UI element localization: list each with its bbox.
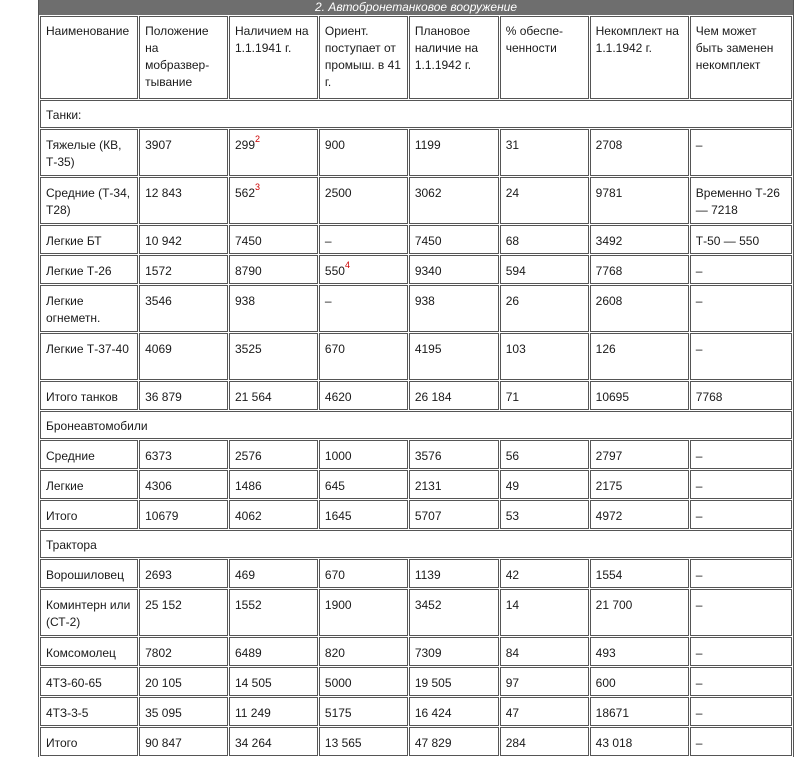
cell-value: 938: [235, 294, 256, 308]
cell-replacement: [690, 177, 792, 224]
cell-value: 10679: [145, 509, 179, 523]
section-row: [40, 411, 792, 439]
cell-value: –: [695, 646, 703, 660]
cell-mobilization: [139, 470, 228, 499]
cell-value: –: [324, 294, 332, 308]
cell-value: 1000: [324, 449, 352, 463]
cell-value: 3452: [414, 598, 442, 612]
cell-value: 34 264: [235, 736, 272, 750]
cell-planned-1942: [409, 589, 499, 636]
cell-name: [40, 285, 138, 332]
cell-industry-supply-41: [319, 177, 408, 224]
cell-value: 284: [505, 736, 526, 750]
cell-value: 4062: [235, 509, 262, 523]
cell-value: 47 829: [414, 736, 452, 750]
cell-value: 13 565: [324, 736, 362, 750]
cell-value: –: [695, 449, 703, 463]
table-row: [40, 333, 792, 380]
cell-value: 1900: [324, 598, 352, 612]
cell-on-hand-1941: [229, 500, 318, 529]
cell-mobilization: [139, 285, 228, 332]
cell-value: 2131: [414, 479, 442, 493]
cell-on-hand-1941: [229, 589, 318, 636]
table-row: [40, 637, 792, 666]
cell-value: Средние (Т-34, Т28): [46, 186, 131, 217]
cell-planned-1942: [409, 285, 499, 332]
table-caption: 2. Автобронетанковое вооружение: [39, 0, 793, 15]
cell-planned-1942: [409, 697, 499, 726]
cell-percent-supplied: [500, 637, 589, 666]
table-row: [40, 129, 792, 176]
cell-replacement: [690, 255, 792, 284]
cell-value: 24: [505, 186, 520, 200]
cell-value: 469: [235, 568, 256, 582]
cell-value: 2500: [324, 186, 352, 200]
cell-value: 8790: [235, 264, 262, 278]
table-row: [40, 177, 792, 224]
cell-value: 4ТЗ-60-65: [46, 676, 102, 690]
cell-value: 19 505: [414, 676, 452, 690]
section-row: [40, 100, 792, 128]
cell-value: 3492: [595, 234, 623, 248]
cell-value: Легкие Т-26: [46, 264, 112, 278]
cell-value: Тяжелые (КВ, Т-35): [46, 138, 122, 169]
cell-percent-supplied: [500, 381, 589, 410]
cell-industry-supply-41: [319, 470, 408, 499]
cell-replacement: [690, 470, 792, 499]
cell-mobilization: [139, 500, 228, 529]
cell-industry-supply-41: [319, 129, 408, 176]
cell-value: Коминтерн или (СТ-2): [46, 598, 131, 629]
cell-value: 562: [235, 186, 256, 200]
cell-value: 10695: [595, 390, 630, 404]
cell-value: 2797: [595, 449, 623, 463]
cell-shortage-1942: [590, 255, 689, 284]
cell-replacement: [690, 559, 792, 588]
cell-value: –: [324, 234, 332, 248]
footnote-marker[interactable]: 3: [255, 182, 261, 192]
cell-shortage-1942: [590, 589, 689, 636]
table-row: [40, 381, 792, 410]
cell-value: –: [695, 479, 703, 493]
cell-planned-1942: [409, 225, 499, 254]
header-row: [40, 16, 792, 99]
cell-value: 35 095: [145, 706, 182, 720]
cell-value: 84: [505, 646, 520, 660]
cell-value: 493: [595, 646, 616, 660]
cell-percent-supplied: [500, 333, 589, 380]
cell-value: 3576: [414, 449, 442, 463]
cell-name: [40, 177, 138, 224]
cell-mobilization: [139, 225, 228, 254]
cell-name: [40, 667, 138, 696]
cell-value: Легкие БТ: [46, 234, 102, 248]
cell-value: 2175: [595, 479, 623, 493]
cell-value: –: [695, 706, 703, 720]
cell-percent-supplied: [500, 559, 589, 588]
cell-industry-supply-41: [319, 697, 408, 726]
cell-on-hand-1941: [229, 177, 318, 224]
cell-planned-1942: [409, 727, 499, 756]
cell-shortage-1942: [590, 559, 689, 588]
cell-value: 2693: [145, 568, 172, 582]
cell-mobilization: [139, 559, 228, 588]
cell-on-hand-1941: [229, 225, 318, 254]
table-row: [40, 255, 792, 284]
cell-replacement: [690, 589, 792, 636]
cell-value: 31: [505, 138, 520, 152]
table-row: [40, 440, 792, 469]
cell-value: 2576: [235, 449, 262, 463]
cell-mobilization: [139, 667, 228, 696]
cell-value: 3062: [414, 186, 442, 200]
cell-value: 1199: [414, 138, 441, 152]
cell-value: 103: [505, 342, 526, 356]
cell-industry-supply-41: [319, 255, 408, 284]
cell-planned-1942: [409, 559, 499, 588]
cell-on-hand-1941: [229, 637, 318, 666]
cell-industry-supply-41: [319, 667, 408, 696]
header-planned-1942: Плановое наличие на 1.1.1942 г.: [409, 16, 499, 99]
cell-percent-supplied: [500, 470, 589, 499]
cell-value: Т-50 — 550: [695, 234, 760, 248]
cell-value: –: [695, 736, 703, 750]
cell-industry-supply-41: [319, 559, 408, 588]
cell-value: 670: [324, 568, 345, 582]
cell-percent-supplied: [500, 285, 589, 332]
cell-name: [40, 500, 138, 529]
cell-value: 4195: [414, 342, 442, 356]
cell-percent-supplied: [500, 500, 589, 529]
table-row: [40, 589, 792, 636]
cell-value: 594: [505, 264, 526, 278]
cell-value: 7450: [235, 234, 262, 248]
table-row: [40, 727, 792, 756]
cell-value: 4620: [324, 390, 352, 404]
footnote-marker[interactable]: 2: [255, 134, 261, 144]
cell-value: 36 879: [145, 390, 182, 404]
cell-industry-supply-41: [319, 637, 408, 666]
cell-name: [40, 440, 138, 469]
cell-value: 1645: [324, 509, 352, 523]
cell-value: 126: [595, 342, 616, 356]
header-name: Наименование: [40, 16, 138, 99]
cell-planned-1942: [409, 129, 499, 176]
cell-value: 68: [505, 234, 520, 248]
header-replacement: Чем может быть заменен некомплект: [690, 16, 792, 99]
cell-planned-1942: [409, 177, 499, 224]
cell-planned-1942: [409, 440, 499, 469]
cell-value: 4ТЗ-3-5: [46, 706, 89, 720]
cell-value: 26 184: [414, 390, 452, 404]
cell-percent-supplied: [500, 255, 589, 284]
cell-value: 5175: [324, 706, 352, 720]
cell-shortage-1942: [590, 500, 689, 529]
cell-mobilization: [139, 589, 228, 636]
cell-shortage-1942: [590, 637, 689, 666]
cell-shortage-1942: [590, 697, 689, 726]
cell-shortage-1942: [590, 381, 689, 410]
cell-industry-supply-41: [319, 381, 408, 410]
cell-name: [40, 589, 138, 636]
cell-value: 18671: [595, 706, 630, 720]
footnote-marker[interactable]: 4: [344, 260, 350, 270]
cell-value: 53: [505, 509, 520, 523]
cell-value: 820: [324, 646, 345, 660]
cell-value: 1486: [235, 479, 262, 493]
cell-value: Итого: [46, 509, 78, 523]
cell-value: 3907: [145, 138, 172, 152]
cell-shortage-1942: [590, 225, 689, 254]
table-row: [40, 697, 792, 726]
cell-mobilization: [139, 637, 228, 666]
cell-planned-1942: [409, 333, 499, 380]
cell-value: 900: [324, 138, 345, 152]
cell-replacement: [690, 637, 792, 666]
cell-value: –: [695, 676, 703, 690]
cell-mobilization: [139, 697, 228, 726]
document-page: [38, 0, 794, 757]
cell-value: 2608: [595, 294, 623, 308]
cell-value: 7309: [414, 646, 442, 660]
cell-value: Ворошиловец: [46, 568, 124, 582]
cell-value: 4069: [145, 342, 172, 356]
cell-planned-1942: [409, 667, 499, 696]
cell-replacement: [690, 225, 792, 254]
cell-industry-supply-41: [319, 285, 408, 332]
cell-shortage-1942: [590, 177, 689, 224]
cell-value: Легкие Т-37-40: [46, 342, 129, 356]
cell-shortage-1942: [590, 440, 689, 469]
cell-value: 6373: [145, 449, 172, 463]
header-shortage-1942: Некомплект на 1.1.1942 г.: [590, 16, 689, 99]
cell-mobilization: [139, 381, 228, 410]
cell-value: 4972: [595, 509, 623, 523]
cell-value: 5000: [324, 676, 352, 690]
cell-value: Легкие: [46, 479, 84, 493]
cell-value: 1554: [595, 568, 623, 582]
section-title: Танки:: [40, 100, 792, 128]
cell-on-hand-1941: [229, 727, 318, 756]
cell-industry-supply-41: [319, 589, 408, 636]
cell-shortage-1942: [590, 667, 689, 696]
cell-percent-supplied: [500, 440, 589, 469]
cell-name: [40, 637, 138, 666]
cell-value: 938: [414, 294, 435, 308]
header-industry-supply-41: Ориент. поступает от промыш. в 41 г.: [319, 16, 408, 99]
cell-replacement: [690, 667, 792, 696]
cell-value: 90 847: [145, 736, 182, 750]
cell-value: 6489: [235, 646, 262, 660]
cell-value: 26: [505, 294, 520, 308]
cell-value: 1572: [145, 264, 172, 278]
cell-industry-supply-41: [319, 500, 408, 529]
cell-mobilization: [139, 440, 228, 469]
cell-value: 14 505: [235, 676, 272, 690]
cell-value: 49: [505, 479, 520, 493]
cell-value: 600: [595, 676, 616, 690]
header-on-hand-1941: Наличием на 1.1.1941 г.: [229, 16, 318, 99]
cell-value: 7450: [414, 234, 442, 248]
header-mobilization: Положение на мобразвер-тывание: [139, 16, 228, 99]
cell-value: 20 105: [145, 676, 182, 690]
header-percent-supplied: % обеспе-ченности: [500, 16, 589, 99]
cell-mobilization: [139, 255, 228, 284]
cell-replacement: [690, 727, 792, 756]
table-row: [40, 470, 792, 499]
section-title: Бронеавтомобили: [40, 411, 792, 439]
table-row: [40, 667, 792, 696]
cell-value: 56: [505, 449, 520, 463]
cell-mobilization: [139, 177, 228, 224]
cell-mobilization: [139, 333, 228, 380]
cell-value: 7768: [595, 264, 623, 278]
cell-percent-supplied: [500, 727, 589, 756]
cell-percent-supplied: [500, 697, 589, 726]
cell-value: 9781: [595, 186, 623, 200]
cell-planned-1942: [409, 637, 499, 666]
cell-name: [40, 559, 138, 588]
table-body: [40, 16, 792, 756]
table-row: [40, 559, 792, 588]
cell-replacement: [690, 333, 792, 380]
cell-on-hand-1941: [229, 381, 318, 410]
cell-on-hand-1941: [229, 255, 318, 284]
cell-value: 7768: [695, 390, 723, 404]
cell-replacement: [690, 381, 792, 410]
cell-value: 4306: [145, 479, 172, 493]
cell-planned-1942: [409, 470, 499, 499]
cell-value: –: [695, 598, 703, 612]
cell-value: –: [695, 342, 703, 356]
cell-name: [40, 129, 138, 176]
cell-value: 7802: [145, 646, 172, 660]
cell-name: [40, 225, 138, 254]
cell-value: 16 424: [414, 706, 452, 720]
cell-value: 11 249: [235, 706, 271, 720]
cell-industry-supply-41: [319, 333, 408, 380]
cell-replacement: [690, 440, 792, 469]
cell-value: –: [695, 138, 703, 152]
cell-value: 1139: [414, 568, 441, 582]
cell-name: [40, 333, 138, 380]
cell-value: 14: [505, 598, 520, 612]
cell-value: –: [695, 509, 703, 523]
cell-value: 42: [505, 568, 520, 582]
cell-industry-supply-41: [319, 440, 408, 469]
cell-planned-1942: [409, 381, 499, 410]
cell-value: –: [695, 568, 703, 582]
cell-on-hand-1941: [229, 697, 318, 726]
armored-vehicles-table: [39, 15, 793, 757]
cell-value: Комсомолец: [46, 646, 116, 660]
cell-value: 43 018: [595, 736, 633, 750]
cell-industry-supply-41: [319, 727, 408, 756]
cell-shortage-1942: [590, 470, 689, 499]
cell-replacement: [690, 697, 792, 726]
cell-on-hand-1941: [229, 129, 318, 176]
cell-mobilization: [139, 727, 228, 756]
cell-shortage-1942: [590, 727, 689, 756]
cell-replacement: [690, 285, 792, 332]
cell-value: –: [695, 264, 703, 278]
cell-percent-supplied: [500, 225, 589, 254]
cell-name: [40, 381, 138, 410]
cell-value: 71: [505, 390, 520, 404]
cell-value: –: [695, 294, 703, 308]
cell-name: [40, 727, 138, 756]
cell-value: 2708: [595, 138, 623, 152]
cell-value: 25 152: [145, 598, 182, 612]
cell-shortage-1942: [590, 285, 689, 332]
section-row: [40, 530, 792, 558]
table-row: [40, 225, 792, 254]
cell-replacement: [690, 129, 792, 176]
table-row: [40, 500, 792, 529]
cell-planned-1942: [409, 500, 499, 529]
cell-on-hand-1941: [229, 667, 318, 696]
cell-name: [40, 255, 138, 284]
cell-value: 550: [324, 264, 345, 278]
cell-value: 1552: [235, 598, 262, 612]
cell-percent-supplied: [500, 667, 589, 696]
cell-name: [40, 697, 138, 726]
cell-replacement: [690, 500, 792, 529]
cell-value: 12 843: [145, 186, 182, 200]
cell-percent-supplied: [500, 177, 589, 224]
cell-value: 645: [324, 479, 345, 493]
cell-value: Временно Т-26 — 7218: [695, 186, 780, 217]
cell-value: 47: [505, 706, 520, 720]
cell-shortage-1942: [590, 129, 689, 176]
cell-shortage-1942: [590, 333, 689, 380]
cell-value: 3525: [235, 342, 262, 356]
cell-industry-supply-41: [319, 225, 408, 254]
cell-on-hand-1941: [229, 470, 318, 499]
cell-planned-1942: [409, 255, 499, 284]
cell-value: 21 564: [235, 390, 272, 404]
cell-value: Итого: [46, 736, 78, 750]
cell-value: Средние: [46, 449, 95, 463]
cell-value: Легкие огнеметн.: [46, 294, 101, 325]
cell-name: [40, 470, 138, 499]
cell-value: Итого танков: [46, 390, 118, 404]
cell-value: 3546: [145, 294, 172, 308]
cell-value: 299: [235, 138, 256, 152]
cell-on-hand-1941: [229, 559, 318, 588]
cell-value: 9340: [414, 264, 442, 278]
cell-value: 10 942: [145, 234, 182, 248]
cell-on-hand-1941: [229, 333, 318, 380]
section-title: Трактора: [40, 530, 792, 558]
cell-mobilization: [139, 129, 228, 176]
cell-on-hand-1941: [229, 440, 318, 469]
table-row: [40, 285, 792, 332]
cell-percent-supplied: [500, 589, 589, 636]
cell-value: 97: [505, 676, 520, 690]
cell-on-hand-1941: [229, 285, 318, 332]
cell-value: 5707: [414, 509, 442, 523]
cell-value: 670: [324, 342, 345, 356]
cell-value: 21 700: [595, 598, 633, 612]
cell-percent-supplied: [500, 129, 589, 176]
